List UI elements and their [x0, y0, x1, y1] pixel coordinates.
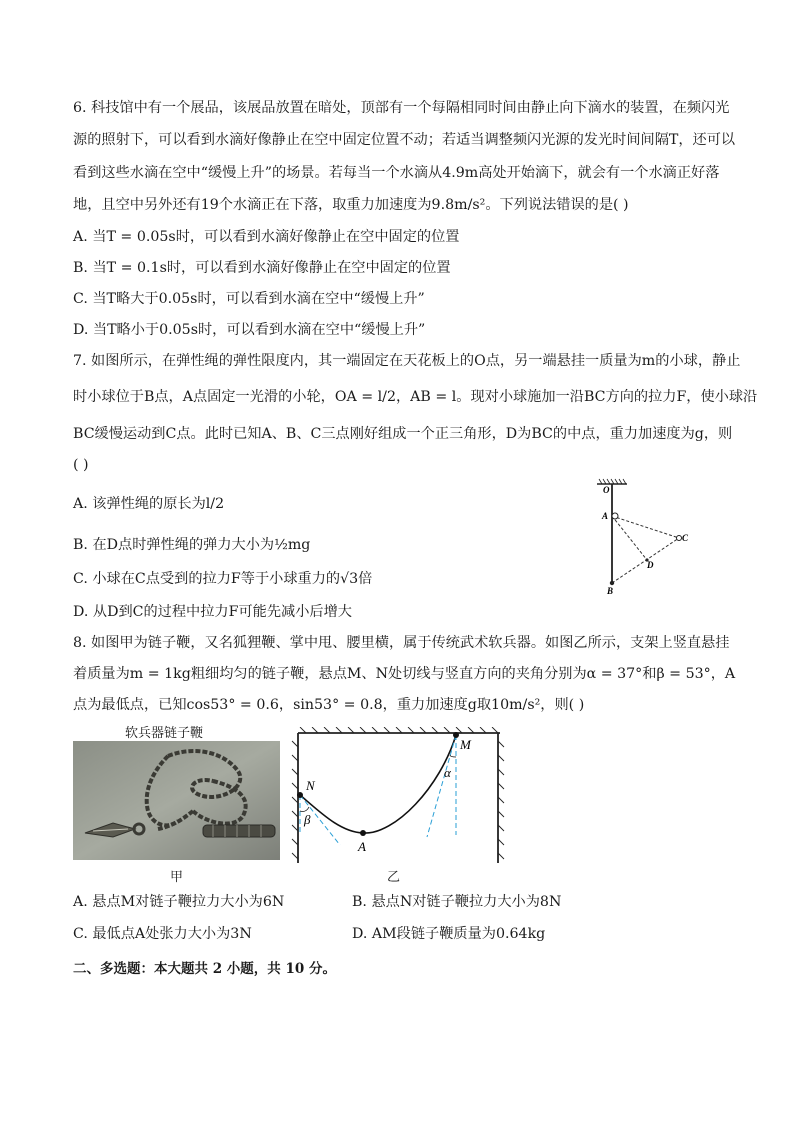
- label-m: M: [460, 737, 471, 752]
- q8-option-c: C. 最低点A处张力大小为3N: [73, 926, 252, 942]
- label-alpha: α: [444, 765, 451, 780]
- q8-stem-line-1: 8. 如图甲为链子鞭，又名狐狸鞭、掌中甩、腰里横，属于传统武术软兵器。如图乙所示，支架上竖直悬挂: [73, 635, 730, 651]
- q7-stem-line-2: 时小球位于B点，A点固定一光滑的小轮，OA = l/2，AB = l。现对小球施加一沿BC方向的拉力F，使小球沿: [73, 389, 758, 405]
- line-ad: [612, 516, 647, 560]
- q7-stem-line-4: ( ): [73, 457, 89, 473]
- q8-option-d: D. AM段链子鞭质量为0.64kg: [352, 926, 546, 942]
- top-hatch: [300, 727, 498, 733]
- q8-option-a: A. 悬点M对链子鞭拉力大小为6N: [73, 894, 285, 910]
- q6-stem-line-2: 源的照射下，可以看到水滴好像静止在空中固定位置不动；若适当调整频闪光源的发光时间间隔T，还可以: [73, 132, 736, 148]
- label-c: C: [682, 533, 689, 543]
- chain-curve: [300, 735, 456, 833]
- point-a: [360, 830, 366, 836]
- q6-stem-line-4: 地，且空中另外还有19个水滴正在下落，取重力加速度为9.8m/s²。下列说法错误的是( ): [73, 197, 629, 213]
- point-m: [453, 732, 459, 738]
- alpha-arc: [450, 755, 456, 757]
- q7-figure: [585, 478, 705, 598]
- q6-stem-line-3: 看到这些水滴在空中“缓慢上升”的场景。若每当一个水滴从4.9m高处开始滴下，就会有一个水滴正好落: [73, 165, 720, 181]
- q7-option-a: A. 该弹性绳的原长为l/2: [73, 496, 225, 512]
- label-a: A: [358, 839, 366, 854]
- q8-stem-line-3: 点为最低点，已知cos53° = 0.6，sin53° = 0.8，重力加速度g取10m/s²，则( ): [73, 697, 585, 713]
- q6-stem-line-1: 6. 科技馆中有一个展品，该展品放置在暗处，顶部有一个每隔相同时间由静止向下滴水的装置，在频闪光: [73, 100, 730, 116]
- q6-option-c: C. 当T略大于0.05s时，可以看到水滴在空中“缓慢上升”: [73, 291, 425, 307]
- q7-option-d: D. 从D到C的过程中拉力F可能先减小后增大: [73, 604, 352, 620]
- pulley-a: [612, 513, 618, 519]
- caption-yi: 乙: [387, 870, 401, 885]
- label-beta: β: [304, 812, 311, 827]
- photo-title: 软兵器链子鞭: [125, 726, 204, 741]
- q8-option-b: B. 悬点N对链子鞭拉力大小为8N: [352, 894, 562, 910]
- caption-jia: 甲: [170, 870, 184, 885]
- q6-option-b: B. 当T = 0.1s时，可以看到水滴好像静止在空中固定的位置: [73, 260, 451, 276]
- q8-stem-line-2: 着质量为m = 1kg粗细均匀的链子鞭，悬点M、N处切线与竖直方向的夹角分别为α = 37°和β = 53°，A: [73, 666, 736, 682]
- label-o: O: [603, 485, 610, 495]
- chain-whip-diagram: [290, 727, 505, 867]
- point-c: [677, 536, 682, 541]
- q6-option-a: A. 当T = 0.05s时，可以看到水滴好像静止在空中固定的位置: [73, 229, 460, 245]
- label-b: B: [607, 586, 614, 596]
- section-2-heading: 二、多选题：本大题共 2 小题，共 10 分。: [73, 961, 336, 977]
- q6-option-d: D. 当T略小于0.05s时，可以看到水滴在空中“缓慢上升”: [73, 322, 426, 338]
- beta-arc: [300, 807, 309, 812]
- label-d: D: [647, 560, 654, 570]
- label-a: A: [602, 511, 609, 521]
- line-ac: [612, 516, 679, 538]
- point-n: [297, 792, 303, 798]
- q7-option-b: B. 在D点时弹性绳的弹力大小为½mg: [73, 537, 311, 553]
- ball-b: [610, 581, 614, 585]
- chain-whip-photo: [73, 741, 280, 860]
- q7-option-c: C. 小球在C点受到的拉力F等于小球重力的√3倍: [73, 571, 373, 587]
- q7-stem-line-3: BC缓慢运动到C点。此时已知A、B、C三点刚好组成一个正三角形，D为BC的中点，重力加速度为g，则: [73, 426, 733, 442]
- q7-stem-line-1: 7. 如图所示，在弹性绳的弹性限度内，其一端固定在天花板上的O点，另一端悬挂一质量为m的小球，静止: [73, 353, 741, 369]
- label-n: N: [306, 778, 315, 793]
